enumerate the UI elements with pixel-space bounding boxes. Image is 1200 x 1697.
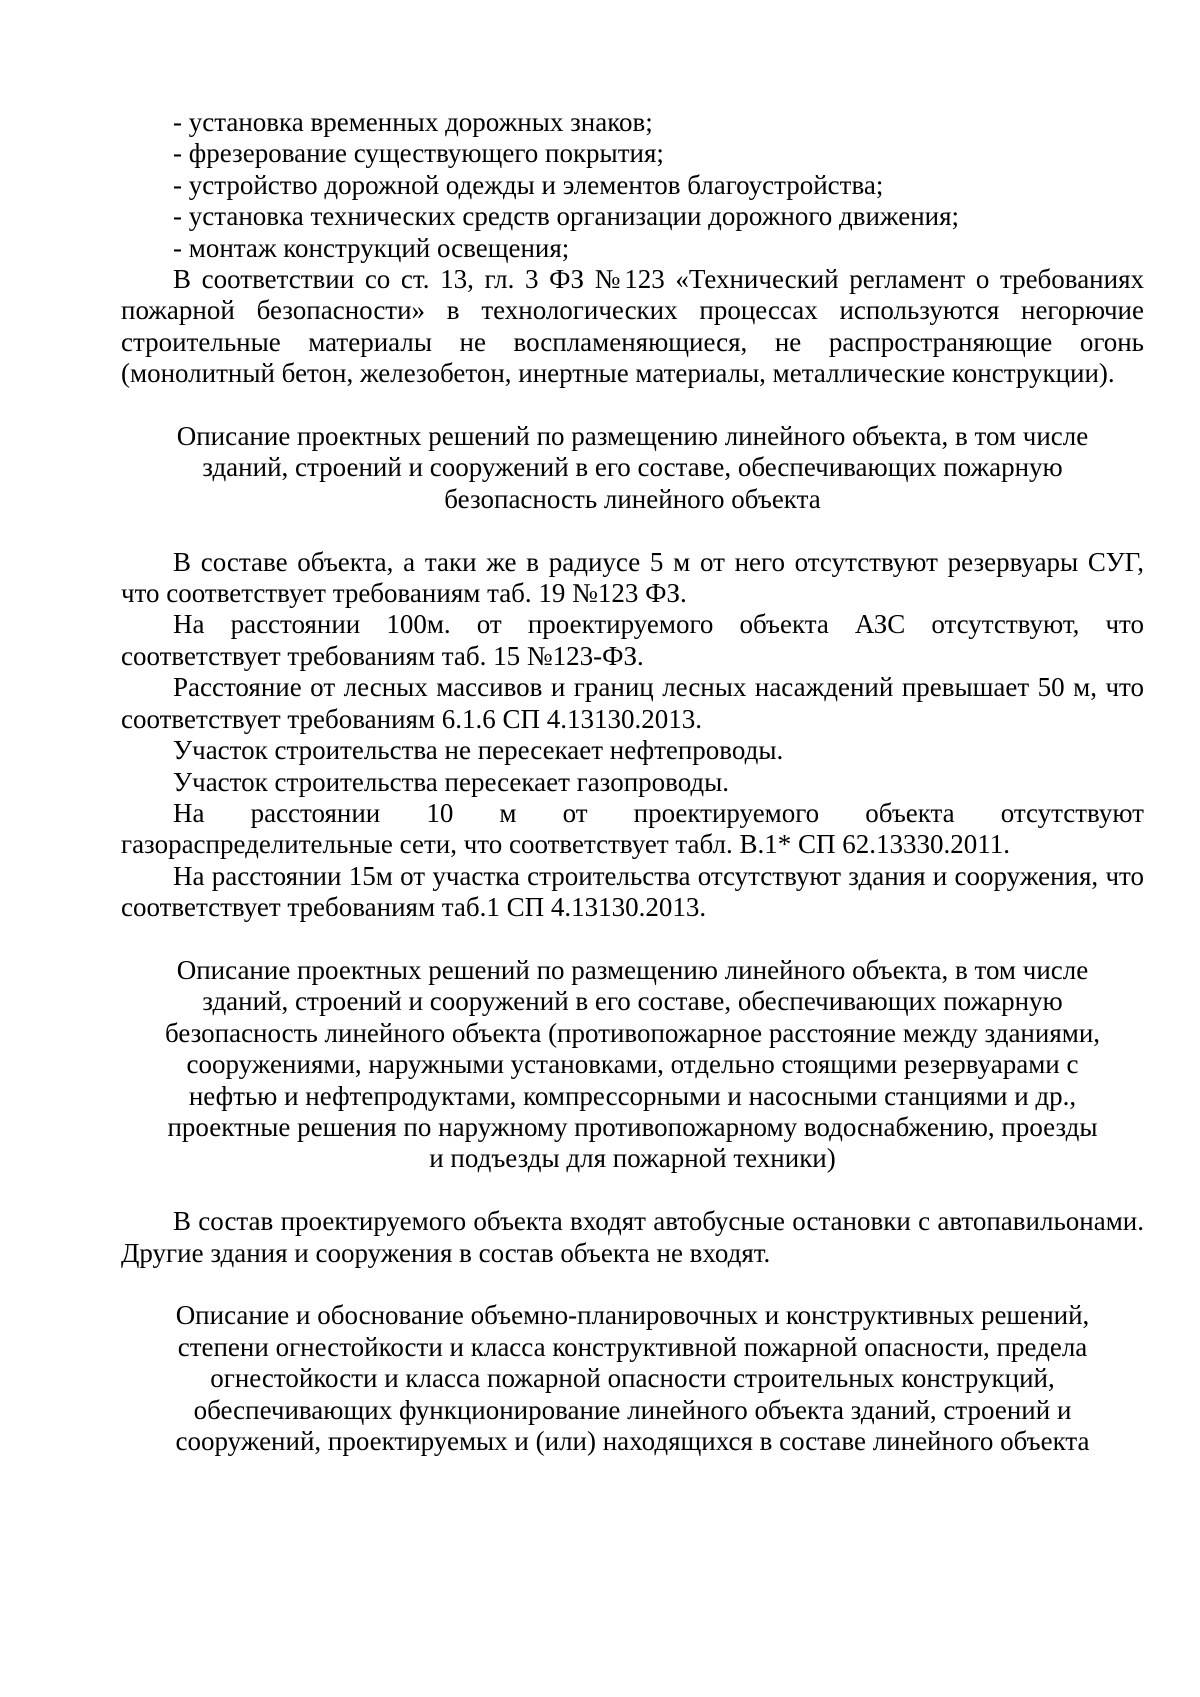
spacer xyxy=(121,515,1144,546)
spacer xyxy=(121,390,1144,421)
list-item: - устройство дорожной одежды и элементов благоустройства; xyxy=(173,169,884,200)
paragraph: Расстояние от лесных массивов и границ лесных насаждений превышает 50 м, что соответствует требованиям 6.1.6 СП 4.13130.2013. xyxy=(121,672,1144,734)
paragraph: На расстоянии 100м. от проектируемого объекта АЗС отсутствуют, что соответствует требованиям таб. 15 №123-ФЗ. xyxy=(121,609,1144,671)
paragraph: В составе объекта, а таки же в радиусе 5 м от него отсутствуют резервуары СУГ, что соответствует требованиям таб. 19 №123 ФЗ. xyxy=(121,546,1144,609)
paragraph: На расстоянии 10 м от проектируемого объекта отсутствуют газораспределительные сети, что соответствует табл. В.1* СП 62.13330.2011. xyxy=(121,797,1144,860)
paragraph: В состав проектируемого объекта входят автобусные остановки с автопавильонами. Другие здания и сооружения в состав объекта не входят. xyxy=(121,1206,1144,1268)
spacer xyxy=(121,1269,1144,1300)
fire-safety-paragraph: В соответствии со ст. 13, гл. 3 ФЗ №123 «Технический регламент о требованиях пожарной безопасности» в технологических процессах используются негорючие строительные материалы не воспламеняющиеся, не распространяющие огонь (монолитный бетон, железобетон, инертные материалы, металлические конструкции). xyxy=(121,264,1144,389)
spacer xyxy=(121,1175,1144,1206)
document-body xyxy=(121,107,1144,1457)
list-item: - монтаж конструкций освещения; xyxy=(173,232,570,263)
paragraph: Участок строительства пересекает газопроводы. xyxy=(173,766,730,797)
section-heading-fire-resistance: Описание и обоснование объемно-планировочных и конструктивных решений, степени огнестойкости и класса конструктивной пожарной опасности, предела огнестойкости и класса пожарной опасности строительных конструкций, обеспечивающих функционирование линейного объекта зданий, строений и сооружений, проектируемых и (или) находящихся в составе линейного объекта xyxy=(175,1300,1090,1456)
spacer xyxy=(121,924,1144,955)
list-item: - установка временных дорожных знаков; xyxy=(173,107,653,137)
section-heading-fire-distances: Описание проектных решений по размещению линейного объекта, в том числе зданий, строений и сооружений в его составе, обеспечивающих пожарную безопасность линейного объекта (противопожарное расстояние между зданиями, сооружениями, наружными установками, отдельно стоящими резервуарами с нефтью и нефтепродуктами, компрессорными и насосными станциями и др., проектные решения по наружному противопожарному водоснабжению, проезды и подъезды для пожарной техники) xyxy=(164,954,1101,1174)
paragraph: Участок строительства не пересекает нефтепроводы. xyxy=(173,735,784,766)
list-item: - фрезерование существующего покрытия; xyxy=(173,138,664,169)
section-heading-placement: Описание проектных решений по размещению линейного объекта, в том числе зданий, строений и сооружений в его составе, обеспечивающих пожарную безопасность линейного объекта xyxy=(176,421,1089,514)
paragraph: На расстоянии 15м от участка строительства отсутствуют здания и сооружения, что соответствует требованиям таб.1 СП 4.13130.2013. xyxy=(121,860,1144,923)
list-item: - установка технических средств организации дорожного движения; xyxy=(173,201,960,232)
